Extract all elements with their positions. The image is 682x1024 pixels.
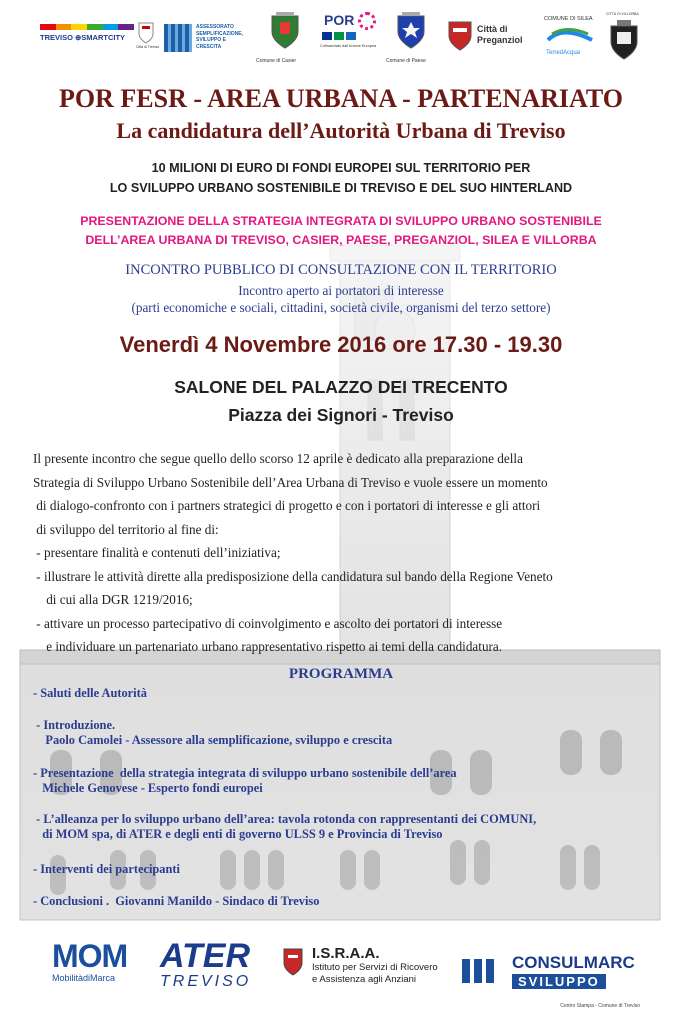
silea-logo: COMUNE DI SILEA TerredAcqua [544, 16, 593, 56]
print-credit: Centro Stampa - Comune di Treviso [560, 1003, 640, 1009]
israa-crest-icon [282, 945, 304, 979]
body-line: di dialogo-confronto con i partners strategici di progetto e con i portatori di interesse e gli attori [33, 498, 541, 513]
strategy-heading [0, 212, 682, 250]
headline [0, 158, 682, 198]
body-line: di cui alla DGR 1219/2016; [33, 592, 193, 607]
strategy-line: DELL’AREA URBANA DI TREVISO, CASIER, PAESE, PREGANZIOL, SILEA E VILLORBA [85, 233, 597, 247]
footer-logos [0, 935, 682, 1005]
body-line: - illustrare le attività dirette alla predisposizione della candidatura sul bando della Regione Veneto [33, 568, 553, 584]
venue-name: SALONE DEL PALAZZO DEI TRECENTO [174, 377, 508, 397]
body-line: Strategia di Sviluppo Urbano Sostenibile dell’Area Urbana di Treviso e vuole essere un momento [33, 474, 548, 490]
body-line: di sviluppo del territorio al fine di: [33, 521, 219, 537]
description-paragraph [33, 447, 663, 659]
event-date: Venerdì 4 Novembre 2016 ore 17.30 - 19.30 [119, 332, 563, 357]
headline-line: LO SVILUPPO URBANO SOSTENIBILE DI TREVISO E DEL SUO HINTERLAND [109, 181, 573, 195]
body-line: - attivare un processo partecipativo di coinvolgimento e ascolto dei portatori di interesse [33, 615, 503, 631]
programme-item: - L’alleanza per lo sviluppo urbano dell’area: tavola rotonda con rappresentanti dei COMUNI, di MOM spa, di ATER e degli enti di governo ULSS 9 e Provincia di Treviso [33, 812, 537, 841]
body-line: e individuare un partenariato urbano rappresentativo rispetto ai temi della candidatura. [33, 639, 503, 654]
israa-text: I.S.R.A.A. Istituto per Servizi di Ricovero e Assistenza agli Anziani [312, 945, 438, 985]
page-subtitle: La candidatura dell’Autorità Urbana di Treviso [116, 118, 566, 143]
semplificazione-logo: ASSESSORATO SEMPLIFICAZIONE, SVILUPPO E CRESCITA [164, 24, 259, 54]
meeting-title: INCONTRO PUBBLICO DI CONSULTAZIONE CON IL TERRITORIO [125, 262, 557, 278]
meeting-line: Incontro aperto ai portatori di interesse [238, 283, 444, 298]
programme-item: - Conclusioni . Giovanni Manildo - Sindaco di Treviso [33, 894, 320, 908]
treviso-smartcity-logo: TREVISO ⊕SMARTCITY [40, 24, 134, 54]
body-line: - presentare finalità e contenuti dell’iniziativa; [33, 545, 281, 560]
treviso-crest-icon: Città di Treviso [138, 22, 154, 52]
consulmarc-logo: CONSULMARC SVILUPPO [512, 953, 635, 989]
ater-logo: ATER TREVISO [160, 937, 252, 990]
programme-item: - Interventi dei partecipanti [33, 862, 180, 876]
villorba-crest-icon: CITTÀ DI VILLORBA [604, 12, 644, 70]
por-logo: POR Cofinanziato dall'Unione Europea [320, 12, 377, 48]
meeting-line: (parti economiche e sociali, cittadini, società civile, organismi del terzo settore) [131, 300, 551, 315]
body-line: Il presente incontro che segue quello dello scorso 12 aprile è dedicato alla preparazione della [33, 451, 523, 466]
casier-crest-icon: Comune di Casier [262, 10, 308, 70]
programme-item: - Saluti delle Autorità [33, 686, 147, 700]
mom-logo: MOM MobilitàdiMarca [52, 938, 128, 983]
consulmarc-icon [460, 955, 500, 987]
programme-title: PROGRAMMA [288, 666, 394, 682]
page-title: POR FESR - AREA URBANA - PARTENARIATO [59, 84, 623, 113]
meeting-description [0, 282, 682, 316]
programme-item: - Presentazione della strategia integrata di sviluppo urbano sostenibile dell’area Michele Genovese - Esperto fondi europei [33, 766, 457, 795]
paese-crest-icon: Comune di Paese [388, 10, 434, 70]
venue-address: Piazza dei Signori - Treviso [228, 405, 454, 425]
headline-line: 10 MILIONI DI EURO DI FONDI EUROPEI SUL TERRITORIO PER [151, 161, 531, 175]
programme-item: - Introduzione. Paolo Camolei - Assessore alla semplificazione, sviluppo e crescita [33, 718, 393, 747]
header-logos [0, 8, 682, 70]
strategy-line: PRESENTAZIONE DELLA STRATEGIA INTEGRATA DI SVILUPPO URBANO SOSTENIBILE [80, 214, 602, 228]
preganziol-logo: Città di Preganziol [447, 20, 535, 60]
